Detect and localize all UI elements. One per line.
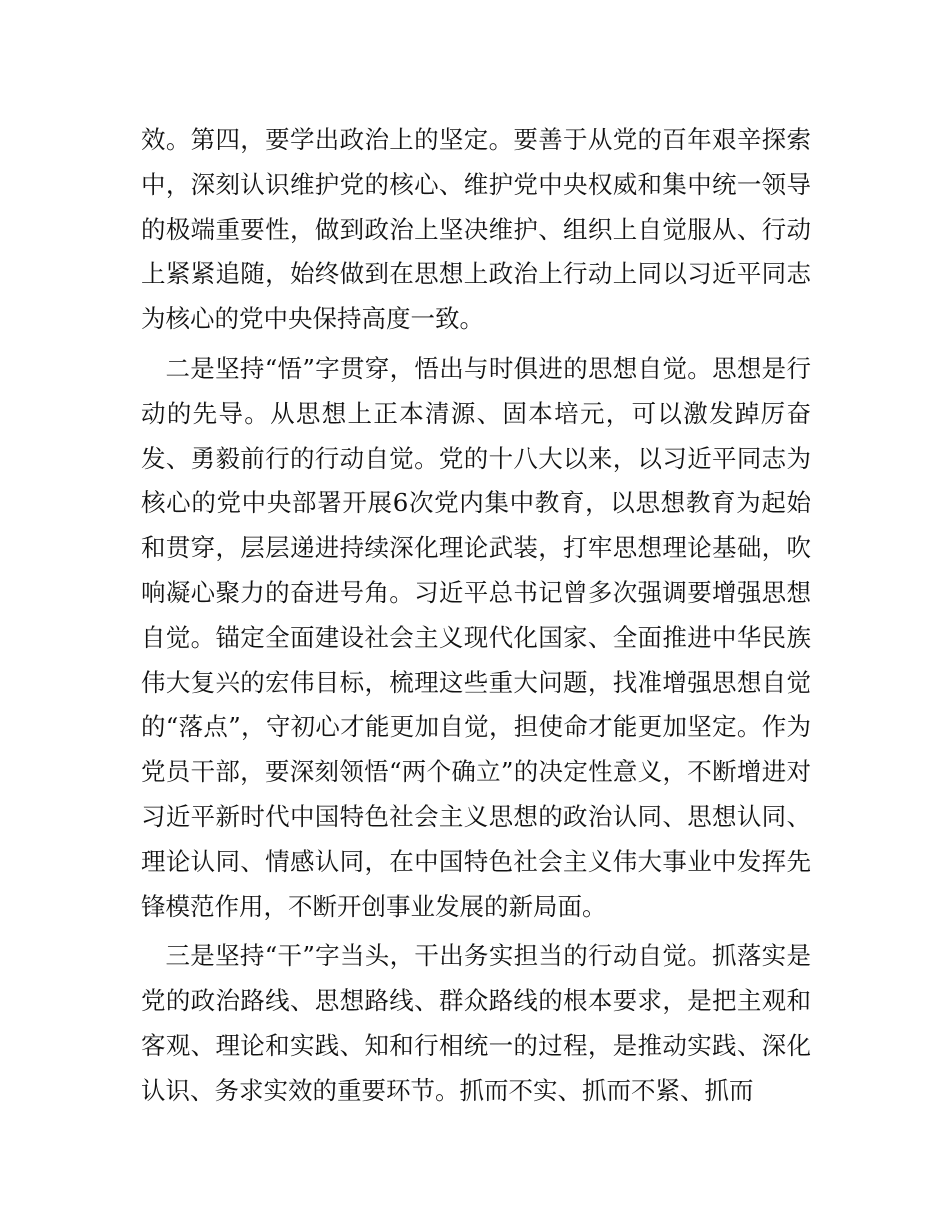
body-text bbox=[141, 118, 811, 1114]
paragraph-continuation: 效。第四，要学出政治上的坚定。要善于从党的百年艰辛探索中，深刻认识维护党的核心、维护党中央权威和集中统一领导的极端重要性，做到政治上坚决维护、组织上自觉服从、行动上紧紧追随，始终做到在思想上政治上行动上同以习近平同志为核心的党中央保持高度一致。 bbox=[141, 125, 811, 334]
paragraph-gan: 三是坚持“干”字当头，干出务实担当的行动自觉。抓落实是党的政治路线、思想路线、群众路线的根本要求，是把主观和客观、理论和实践、知和行相统一的过程，是推动实践、深化认识、务求实效的重要环节。抓而不实、抓而不紧、抓而 bbox=[141, 941, 811, 1105]
paragraph-wu: 二是坚持“悟”字贯穿，悟出与时俱进的思想自觉。思想是行动的先导。从思想上正本清源、固本培元，可以激发踔厉奋发、勇毅前行的行动自觉。党的十八大以来，以习近平同志为核心的党中央部署开展6次党内集中教育，以思想教育为起始和贯穿，层层递进持续深化理论武装，打牢思想理论基础，吹响凝心聚力的奋进号角。习近平总书记曾多次强调要增强思想自觉。锚定全面建设社会主义现代化国家、全面推进中华民族伟大复兴的宏伟目标，梳理这些重大问题，找准增强思想自觉的“落点”，守初心才能更加自觉，担使命才能更加坚定。作为党员干部，要深刻领悟“两个确立”的决定性意义，不断增进对习近平新时代中国特色社会主义思想的政治认同、思想认同、理论认同、情感认同，在中国特色社会主义伟大事业中发挥先锋模范作用，不断开创事业发展的新局面。 bbox=[141, 353, 811, 921]
